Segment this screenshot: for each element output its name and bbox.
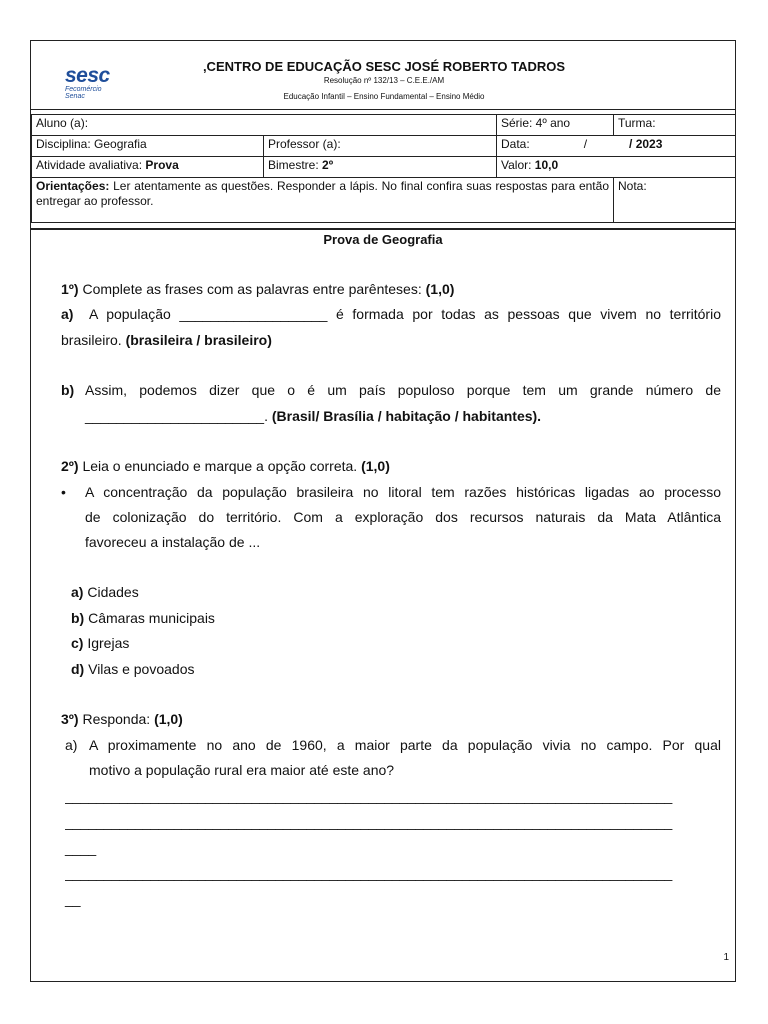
q2-text-2: de colonização do território. Com a exploração dos recursos naturais da Mata Atlântica (85, 509, 721, 525)
student-info-table (31, 114, 736, 223)
q3-a-text: A proximamente no ano de 1960, a maior parte da população vivia no campo. Por qual (89, 737, 721, 753)
q2-option-a[interactable]: a) Cidades (71, 584, 139, 600)
q2-text-1: A concentração da população brasileira no litoral tem razões históricas ligadas ao processo (85, 484, 721, 500)
school-title: ,CENTRO DE EDUCAÇÃO SESC JOSÉ ROBERTO TADROS (202, 59, 566, 74)
q1-b-text: Assim, podemos dizer que o é um país populoso porque tem um grande número de (85, 382, 721, 398)
disciplina-field: Disciplina: Geografia (32, 136, 264, 157)
q2-heading: 2º) Leia o enunciado e marque a opção correta. (1,0) (61, 458, 390, 474)
q3-a-label: a) (65, 737, 78, 753)
q3-a-text2: motivo a população rural era maior até este ano? (89, 762, 395, 778)
valor-field: Valor: 10,0 (497, 157, 736, 178)
bimestre-field: Bimestre: 2º (264, 157, 497, 178)
q1-a-text2: brasileiro. (brasileira / brasileiro) (61, 332, 272, 348)
resolution-text: Resolução nº 132/13 – C.E.E./AM (323, 76, 445, 85)
q1-heading: 1º) Complete as frases com as palavras entre parênteses: (1,0) (61, 281, 455, 297)
levels-text: Educação Infantil – Ensino Fundamental – Ensino Médio (283, 92, 485, 101)
turma-field[interactable]: Turma: (614, 115, 736, 136)
divider (31, 228, 735, 230)
q2-option-c[interactable]: c) Igrejas (71, 635, 130, 651)
header (31, 41, 735, 110)
q1-b-label: b) (61, 382, 75, 398)
q2-option-b[interactable]: b) Câmaras municipais (71, 610, 215, 626)
q3-heading: 3º) Responda: (1,0) (61, 711, 183, 727)
data-field[interactable]: Data: / / 2023 (497, 136, 736, 157)
nota-field[interactable]: Nota: (614, 178, 736, 223)
answer-line-4[interactable]: ______________________________________________________________________________ (65, 865, 673, 881)
aluno-field[interactable]: Aluno (a): (32, 115, 497, 136)
sesc-logo: sesc Fecomércio Senac (65, 64, 110, 100)
bullet: • (61, 484, 66, 500)
serie-field: Série: 4º ano (497, 115, 614, 136)
answer-line-5[interactable]: __ (65, 891, 81, 907)
exam-title: Prova de Geografia (323, 232, 443, 247)
answer-line-1[interactable]: ______________________________________________________________________________ (65, 788, 673, 804)
page-number: 1 (723, 952, 729, 963)
atividade-field: Atividade avaliativa: Prova (32, 157, 264, 178)
exam-page (30, 40, 736, 982)
professor-field[interactable]: Professor (a): (264, 136, 497, 157)
orientacoes: Orientações: Ler atentamente as questões. Responder a lápis. No final confira suas respostas para então entregar ao professor. (32, 178, 614, 223)
q1-a-label: a) (61, 306, 74, 322)
q1-a-text: A população ___________________ é formada por todas as pessoas que vivem no território (89, 306, 721, 322)
q2-text-3: favoreceu a instalação de ... (85, 534, 261, 550)
q1-b-text2: _______________________. (Brasil/ Brasília / habitação / habitantes). (85, 408, 542, 424)
answer-line-3[interactable]: ____ (65, 840, 97, 856)
q2-option-d[interactable]: d) Vilas e povoados (71, 661, 195, 677)
answer-line-2[interactable]: ______________________________________________________________________________ (65, 814, 673, 830)
